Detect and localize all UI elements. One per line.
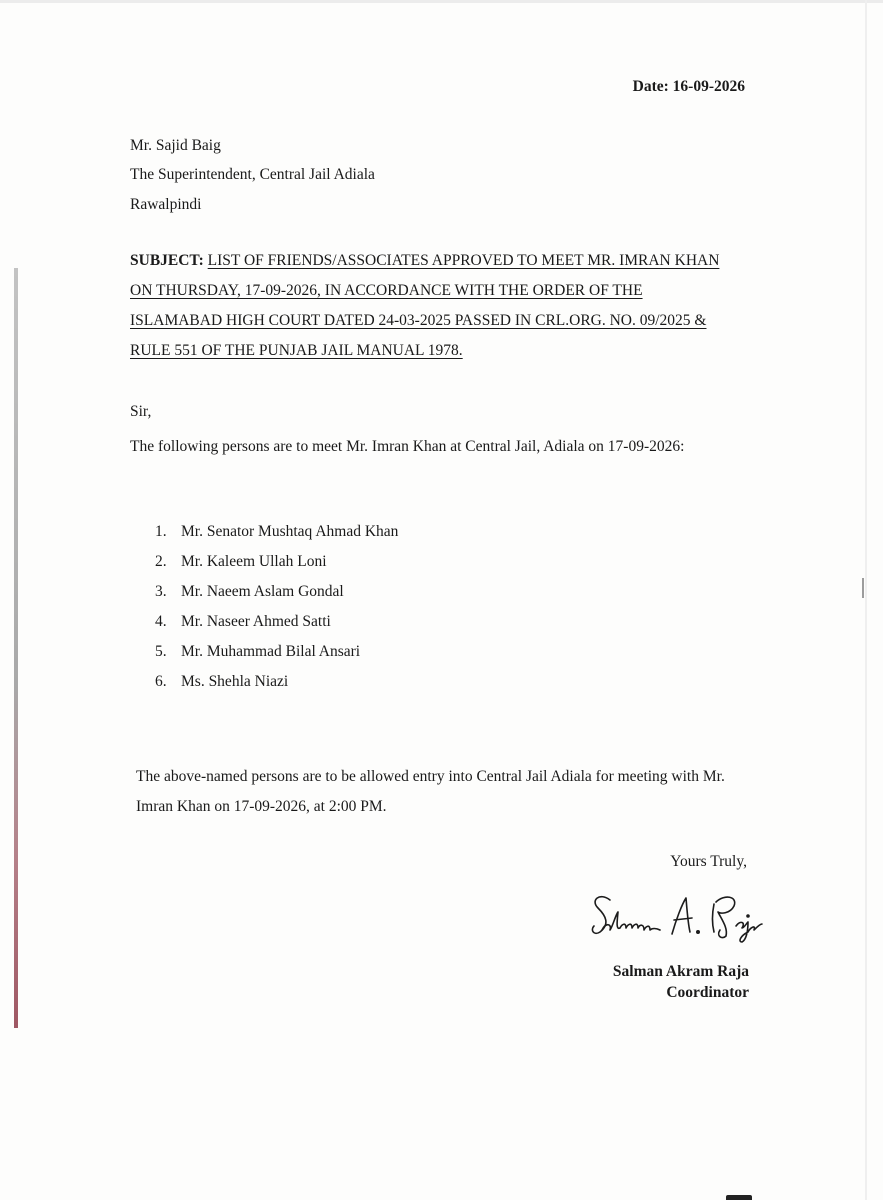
subject-label: SUBJECT: bbox=[130, 252, 204, 269]
letter-date: Date: 16-09-2026 bbox=[632, 78, 745, 95]
list-item-name: Mr. Senator Mushtaq Ahmad Khan bbox=[181, 523, 399, 540]
recipient-position: The Superintendent, Central Jail Adiala bbox=[130, 166, 375, 183]
list-item-number: 6. bbox=[155, 673, 167, 690]
signer-name: Salman Akram Raja bbox=[612, 963, 749, 980]
list-item bbox=[155, 552, 398, 582]
salutation: Sir, bbox=[130, 403, 152, 420]
list-item-name: Mr. Kaleem Ullah Loni bbox=[181, 553, 327, 570]
list-item-name: Mr. Muhammad Bilal Ansari bbox=[181, 643, 361, 660]
scan-edge-top bbox=[0, 0, 883, 3]
list-item bbox=[155, 612, 398, 642]
closing-paragraph: The above-named persons are to be allowed entry into Central Jail Adiala for meeting with Mr. Imran Khan on 17-09-2026, at 2:00 PM. bbox=[136, 768, 725, 815]
list-item bbox=[155, 642, 398, 672]
list-item-number: 4. bbox=[155, 613, 167, 630]
list-item-number: 5. bbox=[155, 643, 167, 660]
list-item-number: 1. bbox=[155, 523, 167, 540]
scan-mark bbox=[862, 578, 864, 598]
list-item-name: Ms. Shehla Niazi bbox=[181, 673, 289, 690]
subject-line bbox=[130, 246, 730, 366]
scan-mark bbox=[726, 1195, 752, 1200]
signer-title: Coordinator bbox=[666, 984, 749, 1001]
recipient-city: Rawalpindi bbox=[130, 196, 202, 213]
intro-paragraph: The following persons are to meet Mr. Imran Khan at Central Jail, Adiala on 17-09-2026: bbox=[130, 438, 685, 455]
list-item-number: 3. bbox=[155, 583, 167, 600]
list-item-number: 2. bbox=[155, 553, 167, 570]
scan-edge-right bbox=[865, 0, 867, 1200]
subject-text: LIST OF FRIENDS/ASSOCIATES APPROVED TO MEET MR. IMRAN KHAN ON THURSDAY, 17-09-2026, IN ACCORDANCE WITH THE ORDER OF THE ISLAMABAD HIGH COURT DATED 24-03-2025 PASSED IN CRL.ORG. NO. 09/2025 & RULE 551 OF THE PUNJAB JAIL MANUAL 1978. bbox=[130, 252, 720, 359]
list-item bbox=[155, 672, 398, 702]
scan-edge-left bbox=[14, 268, 18, 1028]
recipient-name: Mr. Sajid Baig bbox=[130, 137, 221, 154]
list-item-name: Mr. Naeem Aslam Gondal bbox=[181, 583, 344, 600]
persons-list bbox=[155, 522, 398, 702]
list-item bbox=[155, 522, 398, 552]
list-item bbox=[155, 582, 398, 612]
handwritten-signature bbox=[588, 884, 768, 944]
valediction: Yours Truly, bbox=[670, 853, 747, 870]
list-item-name: Mr. Naseer Ahmed Satti bbox=[181, 613, 331, 630]
